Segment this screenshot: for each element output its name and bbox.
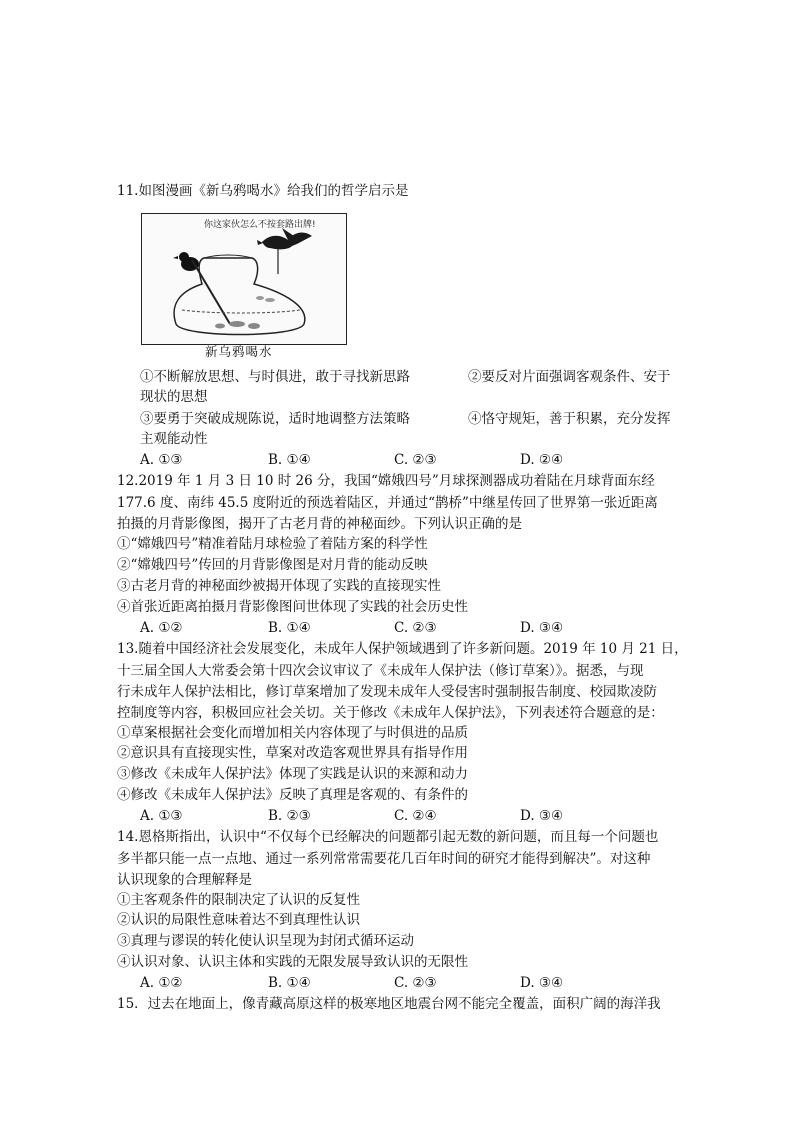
q11-statement-4-cont: 主观能动性 xyxy=(140,431,208,447)
q11-statement-2: ②要反对片面强调客观条件、安于 xyxy=(468,369,671,385)
q11-statement-4: ④恪守规矩，善于积累，充分发挥 xyxy=(468,411,671,427)
q11-statement-2-cont: 现状的思想 xyxy=(140,389,208,405)
q12-stem-line-2: 177.6 度、南纬 45.5 度附近的预选着陆区，并通过“鹊桥”中继星传回了世界第一张近距离 xyxy=(117,495,658,511)
q13-option-c[interactable]: C. ②④ xyxy=(394,808,437,824)
q13-statement-1: ①草案根据社会变化而增加相关内容体现了与时俱进的品质 xyxy=(117,725,468,741)
q13-statement-2: ②意识具有直接现实性，草案对改造客观世界具有指导作用 xyxy=(117,745,468,761)
q12-option-a[interactable]: A. ①② xyxy=(140,620,183,636)
q12-stem-line-3: 拍摄的月背影像图，揭开了古老月背的神秘面纱。下列认识正确的是 xyxy=(117,516,522,532)
cartoon-caption: 新乌鸦喝水 xyxy=(205,344,273,359)
q14-stem-line-3: 认识现象的合理解释是 xyxy=(117,872,252,888)
q11-option-b[interactable]: B. ①④ xyxy=(268,452,311,468)
q13-option-a[interactable]: A. ①③ xyxy=(140,808,183,824)
q14-statement-2: ②认识的局限性意味着达不到真理性认识 xyxy=(117,912,360,928)
q12-option-c[interactable]: C. ②③ xyxy=(394,620,437,636)
q12-option-d[interactable]: D. ③④ xyxy=(520,620,564,636)
q11-statement-1: ①不断解放思想、与时俱进，敢于寻找新思路 xyxy=(140,369,410,385)
cartoon-illustration xyxy=(142,214,345,343)
q12-statement-3: ③古老月背的神秘面纱被揭开体现了实践的直接现实性 xyxy=(117,578,441,594)
q11-option-a[interactable]: A. ①③ xyxy=(140,452,183,468)
q13-stem-line-1: 13.随着中国经济社会发展变化，未成年人保护领域遇到了许多新问题。2019 年 10 月 21 日， xyxy=(117,641,688,657)
cartoon-speech-text: 你这家伙怎么不按套路出牌! xyxy=(204,220,316,230)
q14-statement-4: ④认识对象、认识主体和实践的无限发展导致认识的无限性 xyxy=(117,954,468,970)
q13-stem-line-3: 行未成年人保护法相比，修订草案增加了发现未成年人受侵害时强制报告制度、校园欺凌防 xyxy=(117,684,657,700)
q12-statement-4: ④首张近距离拍摄月背影像图问世体现了实践的社会历史性 xyxy=(117,599,468,615)
q12-statement-1: ①“嫦娥四号”精准着陆月球检验了着陆方案的科学性 xyxy=(117,536,428,552)
q14-statement-3: ③真理与谬误的转化使认识呈现为封闭式循环运动 xyxy=(117,933,414,949)
q14-stem-line-1: 14.恩格斯指出，认识中“不仅每个已经解决的问题都引起无数的新问题，而且每一个问题也 xyxy=(117,829,659,845)
q14-option-b[interactable]: B. ①④ xyxy=(268,975,311,991)
q14-option-a[interactable]: A. ①② xyxy=(140,975,183,991)
q15-stem-line-1: 15．过去在地面上，像青藏高原这样的极寒地区地震台网不能完全覆盖，面积广阔的海洋我 xyxy=(117,996,661,1012)
q13-stem-line-4: 控制度等内容，积极回应社会关切。关于修改《未成年人保护法》，下列表述符合题意的是： xyxy=(117,705,664,721)
q11-option-d[interactable]: D. ②④ xyxy=(520,452,564,468)
cartoon-new-crow-drinks-water xyxy=(141,213,347,345)
q13-option-d[interactable]: D. ③④ xyxy=(520,808,564,824)
q11-option-c[interactable]: C. ②③ xyxy=(394,452,437,468)
q11-stem: 11.如图漫画《新乌鸦喝水》给我们的哲学启示是 xyxy=(117,183,409,199)
q12-statement-2: ②“嫦娥四号”传回的月背影像图是对月背的能动反映 xyxy=(117,557,428,573)
q12-option-b[interactable]: B. ①④ xyxy=(268,620,311,636)
q14-statement-1: ①主客观条件的限制决定了认识的反复性 xyxy=(117,892,360,908)
q14-stem-line-2: 多半都只能一点一点地、通过一系列常常需要花几百年时间的研究才能得到解决”。对这种 xyxy=(117,851,651,867)
q13-stem-line-2: 十三届全国人大常委会第十四次会议审议了《未成年人保护法（修订草案）》。据悉，与现 xyxy=(117,663,644,679)
q14-option-c[interactable]: C. ②③ xyxy=(394,975,437,991)
q13-statement-3: ③修改《未成年人保护法》体现了实践是认识的来源和动力 xyxy=(117,766,468,782)
q13-statement-4: ④修改《未成年人保护法》反映了真理是客观的、有条件的 xyxy=(117,787,468,803)
q14-option-d[interactable]: D. ③④ xyxy=(520,975,564,991)
q11-statement-3: ③要勇于突破成规陈说，适时地调整方法策略 xyxy=(140,411,410,427)
q13-option-b[interactable]: B. ②③ xyxy=(268,808,311,824)
q12-stem-line-1: 12.2019 年 1 月 3 日 10 时 26 分，我国“嫦娥四号”月球探测器成功着陆在月球背面东经 xyxy=(117,473,655,489)
